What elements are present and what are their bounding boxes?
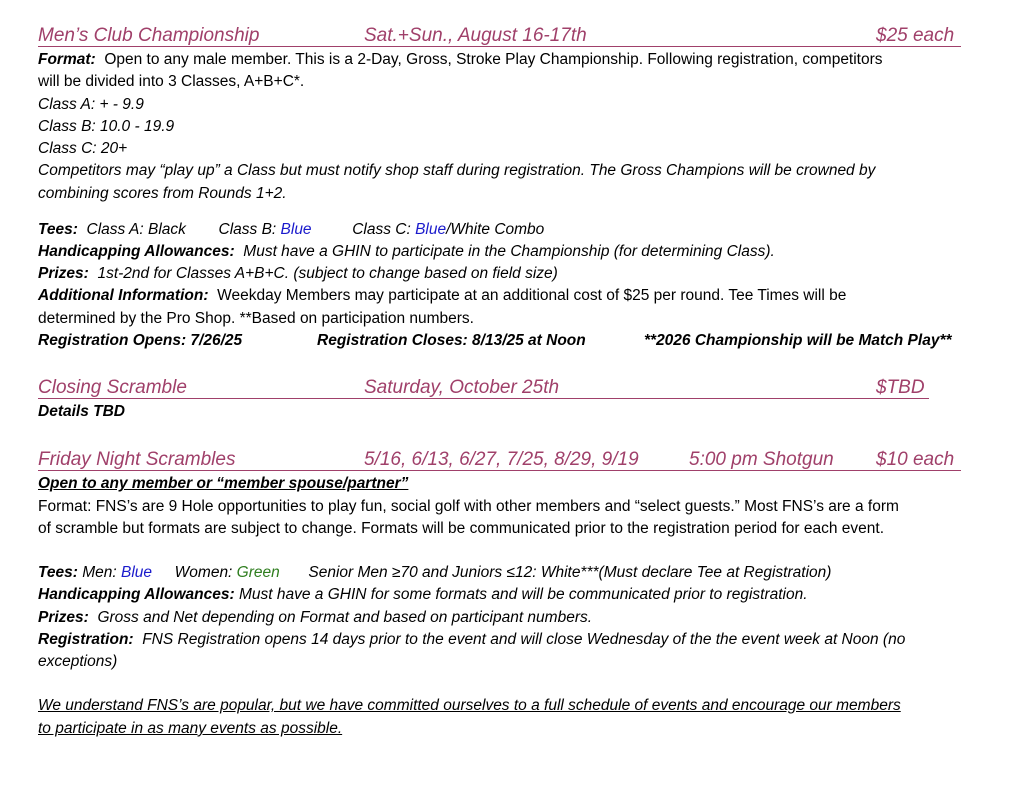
mens-tees-b-prefix: Class B:	[218, 221, 281, 238]
closing-details: Details TBD	[38, 403, 125, 420]
closing-title: Closing Scramble	[38, 377, 187, 398]
fns-closing-line1: We understand FNS’s are popular, but we have committed ourselves to a full schedule of events and encourage our members	[38, 697, 901, 714]
mens-tees-c-prefix: Class C:	[352, 221, 416, 238]
closing-underline	[38, 398, 929, 399]
fns-reg-text1: FNS Registration opens 14 days prior to the event and will close Wednesday of the the event week at Noon (no	[142, 631, 906, 648]
mens-format-line1	[38, 49, 883, 71]
mens-addl-label: Additional Information:	[38, 287, 209, 304]
mens-tees-a: Class A: Black	[86, 221, 186, 238]
mens-addl-line1	[38, 285, 846, 307]
mens-reg-closes: Registration Closes: 8/13/25 at Noon	[317, 332, 586, 349]
mens-playup-line2: combining scores from Rounds 1+2.	[38, 185, 287, 202]
closing-price: $TBD	[876, 377, 925, 398]
fns-reg-line1	[38, 629, 905, 651]
fns-time: 5:00 pm Shotgun	[689, 449, 834, 470]
fns-open-to: Open to any member or “member spouse/partner”	[38, 475, 409, 492]
mens-class-c: Class C: 20+	[38, 140, 128, 157]
mens-club-header	[38, 25, 963, 47]
mens-addl-line2: determined by the Pro Shop. **Based on participation numbers.	[38, 310, 474, 327]
mens-format-line2: will be divided into 3 Classes, A+B+C*.	[38, 73, 305, 90]
mens-reg-line	[38, 330, 952, 352]
mens-reg-opens: Registration Opens: 7/26/25	[38, 332, 243, 349]
mens-addl-text1: Weekday Members may participate at an additional cost of $25 per round. Tee Times will be	[217, 287, 847, 304]
mens-club-title: Men’s Club Championship	[38, 25, 260, 46]
fns-handicap-label: Handicapping Allowances:	[38, 586, 235, 603]
fns-format-line1: Format: FNS’s are 9 Hole opportunities to play fun, social golf with other members and “select guests.” Most FNS’s are a form	[38, 498, 899, 515]
mens-handicap-line	[38, 241, 775, 263]
fns-title: Friday Night Scrambles	[38, 449, 236, 470]
fns-tees-line	[38, 562, 831, 584]
fns-tees-senior: Senior Men ≥70 and Juniors ≤12: White***(Must declare Tee at Registration)	[308, 564, 832, 581]
mens-tees-b-color: Blue	[280, 221, 312, 238]
mens-format-label: Format:	[38, 51, 96, 68]
fns-header	[38, 449, 963, 471]
mens-playup-line1: Competitors may “play up” a Class but must notify shop staff during registration. The Gross Champions will be crowned by	[38, 162, 876, 179]
mens-prizes-label: Prizes:	[38, 265, 89, 282]
fns-underline	[38, 470, 961, 471]
mens-tees-c-suffix: /White Combo	[446, 221, 545, 238]
fns-prizes-text: Gross and Net depending on Format and based on participant numbers.	[97, 609, 593, 626]
mens-class-b: Class B: 10.0 - 19.9	[38, 118, 175, 135]
fns-closing-line2: to participate in as many events as possible.	[38, 720, 343, 737]
mens-handicap-text: Must have a GHIN to participate in the Championship (for determining Class).	[243, 243, 775, 260]
mens-class-a: Class A: + - 9.9	[38, 96, 144, 113]
mens-prizes-text: 1st-2nd for Classes A+B+C. (subject to change based on field size)	[97, 265, 558, 282]
mens-club-underline	[38, 46, 961, 47]
fns-reg-label: Registration:	[38, 631, 134, 648]
fns-handicap-line	[38, 584, 808, 606]
fns-tees-men-prefix: Men:	[82, 564, 121, 581]
mens-handicap-label: Handicapping Allowances:	[38, 243, 235, 260]
mens-club-price: $25 each	[876, 25, 955, 46]
fns-format-line2: of scramble but formats are subject to change. Formats will be communicated prior to the registration period for each event.	[38, 520, 885, 537]
mens-tees-c-color: Blue	[415, 221, 447, 238]
mens-tees-line	[38, 219, 544, 241]
fns-tees-women-color: Green	[236, 564, 280, 581]
fns-tees-women-prefix: Women:	[174, 564, 237, 581]
mens-tees-label: Tees:	[38, 221, 78, 238]
fns-reg-line2: exceptions)	[38, 653, 118, 670]
fns-tees-men-color: Blue	[121, 564, 153, 581]
mens-prizes-line	[38, 263, 558, 285]
mens-match-play-note: **2026 Championship will be Match Play**	[644, 332, 952, 349]
fns-price: $10 each	[876, 449, 955, 470]
closing-date: Saturday, October 25th	[364, 377, 560, 398]
fns-prizes-label: Prizes:	[38, 609, 89, 626]
mens-club-date: Sat.+Sun., August 16-17th	[364, 25, 587, 46]
closing-header	[38, 377, 963, 399]
fns-tees-label: Tees:	[38, 564, 78, 581]
fns-handicap-text: Must have a GHIN for some formats and will be communicated prior to registration.	[238, 586, 808, 603]
fns-dates: 5/16, 6/13, 6/27, 7/25, 8/29, 9/19	[364, 449, 639, 470]
mens-format-text1: Open to any male member. This is a 2-Day, Gross, Stroke Play Championship. Following registration, competitors	[104, 51, 883, 68]
fns-prizes-line	[38, 607, 592, 629]
